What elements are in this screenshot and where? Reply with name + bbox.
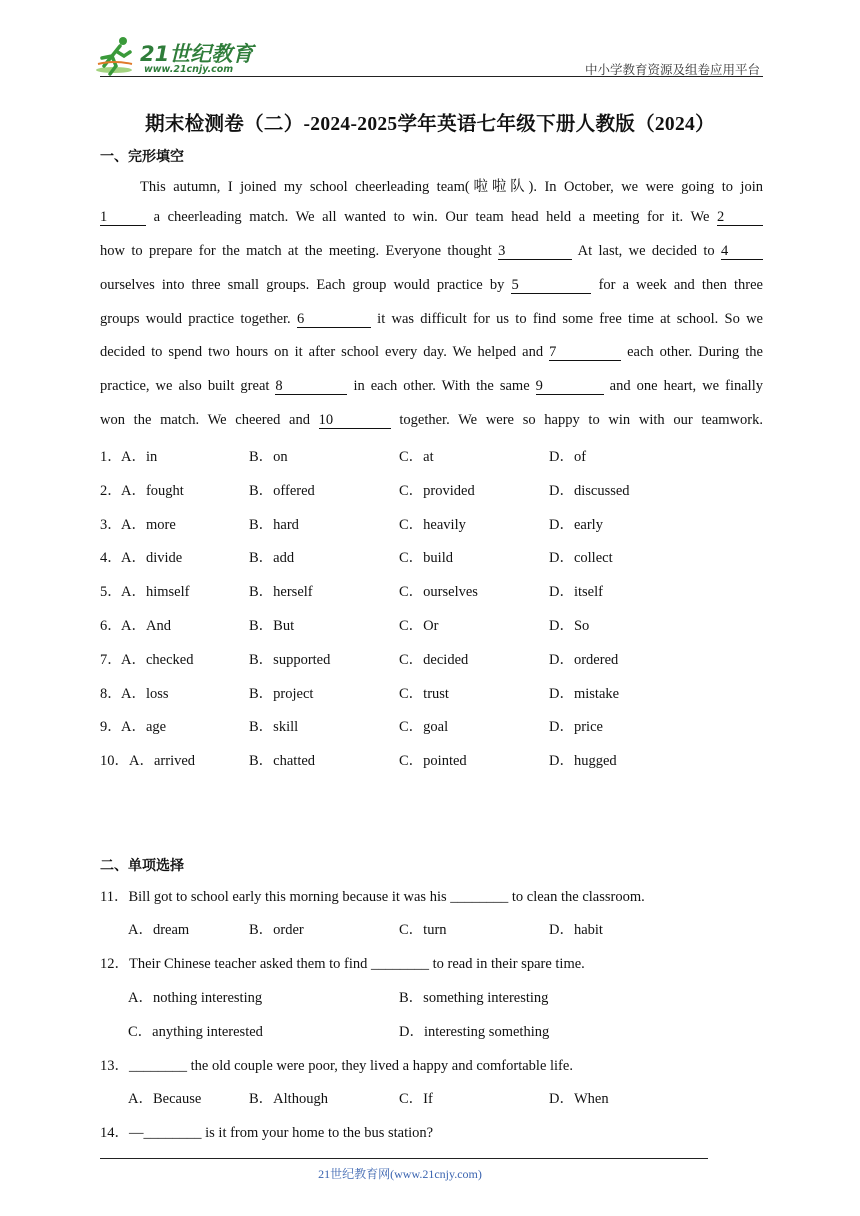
cloze-blank: 6 xyxy=(297,312,371,328)
answer-option[interactable]: B．supported xyxy=(249,651,331,668)
answer-option[interactable]: D．hugged xyxy=(549,753,617,770)
question-number: 8． xyxy=(100,685,122,702)
question-number: 5． xyxy=(100,584,122,601)
answer-option[interactable]: C．provided xyxy=(399,482,475,499)
cloze-blank: 4 xyxy=(721,244,763,260)
answer-option[interactable]: D．collect xyxy=(549,550,613,567)
answer-option[interactable]: B．chatted xyxy=(249,753,316,770)
passage-text: for a week and then three xyxy=(591,277,763,293)
answer-option[interactable]: C．heavily xyxy=(399,516,466,533)
answer-option[interactable]: C．decided xyxy=(399,651,469,668)
cloze-blank: 1 xyxy=(100,210,146,226)
passage-text: At last, we decided to xyxy=(572,243,722,259)
cloze-blank: 5 xyxy=(511,278,591,294)
answer-option[interactable]: C．If xyxy=(399,1091,433,1107)
passage-text: won the match. We cheered and xyxy=(100,412,319,428)
answer-option[interactable]: B．on xyxy=(249,449,288,465)
passage-text: each other. During the xyxy=(621,344,763,360)
answer-option[interactable]: D．discussed xyxy=(549,482,630,499)
question-stem: 12．Their Chinese teacher asked them to find ________ to read in their spare time. xyxy=(100,956,585,972)
answer-option[interactable]: B．add xyxy=(249,550,295,567)
section-heading-single-choice: 二、单项选择 xyxy=(100,859,184,874)
answer-option[interactable]: C．Or xyxy=(399,618,439,634)
passage-text: groups would practice together. xyxy=(100,311,297,327)
answer-option[interactable]: D．ordered xyxy=(549,651,619,668)
question-number: 3． xyxy=(100,516,122,533)
answer-option[interactable]: B．But xyxy=(249,618,295,634)
answer-option[interactable]: D．mistake xyxy=(549,685,620,702)
answer-option[interactable]: D．of xyxy=(549,449,587,465)
question-number: 10． xyxy=(100,753,129,770)
answer-option[interactable]: C．build xyxy=(399,550,453,567)
question-number: 9． xyxy=(100,719,122,736)
passage-text: decided to spend two hours on it after school every day. We helped and xyxy=(100,344,550,360)
answer-option[interactable]: A．dream xyxy=(128,922,190,938)
question-number: 6． xyxy=(100,618,122,634)
answer-option[interactable]: B．hard xyxy=(249,516,299,533)
passage-text: how to prepare for the match at the meeting. Everyone thought xyxy=(100,243,499,259)
answer-option[interactable]: D．itself xyxy=(549,584,603,601)
passage-text: practice, we also built great xyxy=(100,378,276,394)
passage-line xyxy=(140,175,763,196)
question-number: 1． xyxy=(100,449,122,465)
passage-text: in each other. With the same xyxy=(347,378,536,394)
passage-text: ourselves into three small groups. Each group would practice by xyxy=(100,277,512,293)
answer-option[interactable]: C．pointed xyxy=(399,753,467,770)
question-stem: 11．Bill got to school early this morning because it was his ________ to clean the classroom. xyxy=(100,889,645,905)
answer-option[interactable]: B．project xyxy=(249,685,314,702)
question-stem: 14．—________ is it from your home to the bus station? xyxy=(100,1125,434,1141)
header-divider xyxy=(100,76,763,77)
logo-text: 21世纪教育 xyxy=(140,42,254,66)
passage-text: it was difficult for us to find some free time at school. So we xyxy=(370,311,763,327)
answer-option[interactable]: C．at xyxy=(399,449,434,465)
cloze-blank: 7 xyxy=(549,345,621,361)
answer-option[interactable]: B．Although xyxy=(249,1091,328,1107)
answer-option[interactable]: D．early xyxy=(549,516,603,533)
answer-option[interactable]: A．loss xyxy=(121,685,169,702)
answer-option[interactable]: A．in xyxy=(121,449,158,465)
footer-source: 21世纪教育网(www.21cnjy.com) xyxy=(318,1167,482,1181)
answer-option[interactable]: B．skill xyxy=(249,719,299,736)
answer-option[interactable]: D．habit xyxy=(549,922,603,938)
logo-url-text: www.21cnjy.com xyxy=(144,64,234,75)
question-number: 7． xyxy=(100,651,122,668)
passage-text: This autumn, I joined my school cheerleading team(啦啦队). In October, we were going to join xyxy=(140,179,763,195)
question-number: 4． xyxy=(100,550,122,567)
answer-option[interactable]: A．age xyxy=(121,719,167,736)
answer-option[interactable]: D．When xyxy=(549,1091,609,1107)
question-stem: 13．________ the old couple were poor, they lived a happy and comfortable life. xyxy=(100,1058,573,1074)
passage-line xyxy=(100,243,763,260)
passage-line xyxy=(100,378,763,395)
site-logo xyxy=(94,34,264,78)
answer-option[interactable]: A．fought xyxy=(121,482,184,499)
page-title: 期末检测卷（二）-2024-2025学年英语七年级下册人教版（2024） xyxy=(145,114,715,135)
answer-option[interactable]: A．nothing interesting xyxy=(128,990,263,1006)
answer-option[interactable]: D．price xyxy=(549,719,603,736)
cloze-blank: 8 xyxy=(275,379,347,395)
cloze-blank: 3 xyxy=(498,244,572,260)
passage-line xyxy=(100,277,763,294)
platform-name: 中小学教育资源及组卷应用平台 xyxy=(584,63,760,77)
passage-line xyxy=(100,344,763,361)
answer-option[interactable]: A．more xyxy=(121,516,176,533)
answer-option[interactable]: C．anything interested xyxy=(128,1024,263,1040)
answer-option[interactable]: B．offered xyxy=(249,482,315,499)
answer-option[interactable]: C．ourselves xyxy=(399,584,478,601)
answer-option[interactable]: D．So xyxy=(549,618,590,634)
passage-text: a cheerleading match. We all wanted to win. Our team head held a meeting for it. We xyxy=(146,209,717,225)
answer-option[interactable]: D．interesting something xyxy=(399,1024,550,1040)
answer-option[interactable]: A．checked xyxy=(121,651,194,668)
footer-divider xyxy=(100,1158,708,1159)
passage-line xyxy=(100,209,763,226)
cloze-blank: 9 xyxy=(536,379,604,395)
section-heading-cloze: 一、完形填空 xyxy=(100,150,184,165)
answer-option[interactable]: A．And xyxy=(121,618,171,634)
question-number: 2． xyxy=(100,482,122,499)
cloze-blank: 2 xyxy=(717,210,763,226)
answer-option[interactable]: A．Because xyxy=(128,1091,202,1107)
cloze-blank: 10 xyxy=(319,413,391,429)
passage-line xyxy=(100,412,763,429)
answer-option[interactable]: A．arrived xyxy=(129,753,196,770)
answer-option[interactable]: C．goal xyxy=(399,719,449,736)
answer-option[interactable]: A．himself xyxy=(121,584,190,601)
passage-text: together. We were so happy to win with our teamwork. xyxy=(390,412,763,428)
answer-option[interactable]: C．trust xyxy=(399,685,449,702)
answer-option[interactable]: C．turn xyxy=(399,922,447,938)
answer-option[interactable]: A．divide xyxy=(121,550,183,567)
answer-option[interactable]: B．something interesting xyxy=(399,990,549,1006)
passage-line xyxy=(100,311,763,328)
answer-option[interactable]: B．herself xyxy=(249,584,313,601)
answer-option[interactable]: B．order xyxy=(249,922,304,938)
passage-text: and one heart, we finally xyxy=(603,378,763,394)
